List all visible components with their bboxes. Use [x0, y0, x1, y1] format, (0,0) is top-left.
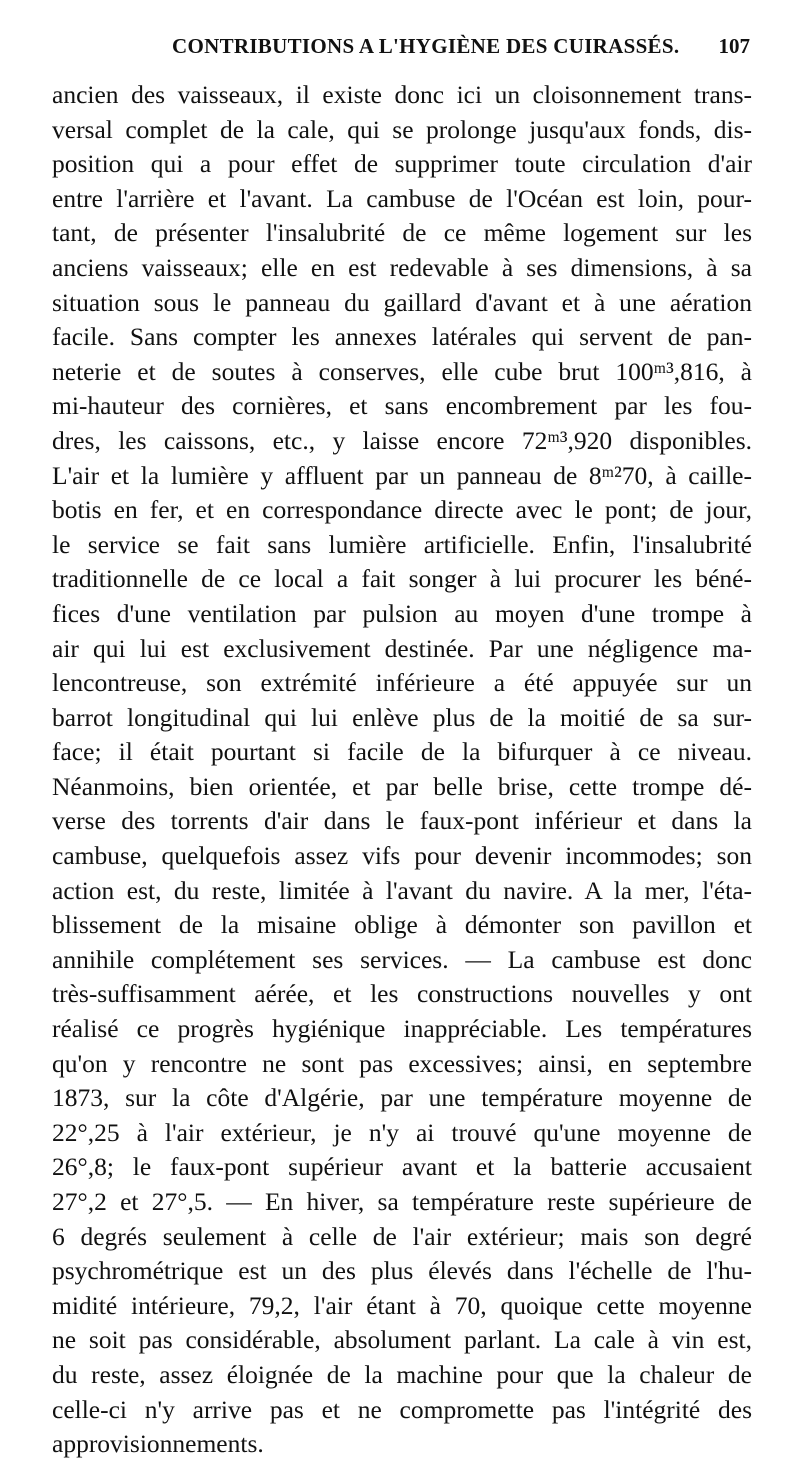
text-line: 26°,8; le faux-pont supérieur avant et la batterie accusaient — [52, 1152, 752, 1182]
text-line: mi-hauteur des cornières, et sans encombrement par les fou- — [52, 391, 752, 421]
text-line: situation sous le panneau du gaillard d'avant et à une aération — [52, 287, 752, 317]
text-line: qu'on y rencontre ne sont pas excessives; ainsi, en septembre — [52, 1048, 752, 1078]
text-line: très-suffisamment aérée, et les constructions nouvelles y ont — [52, 979, 752, 1009]
text-line: barrot longitudinal qui lui enlève plus de la moitié de sa sur- — [52, 702, 752, 732]
text-line: Néanmoins, bien orientée, et par belle brise, cette trompe dé- — [52, 771, 752, 801]
text-line: annihile complétement ses services. — La cambuse est donc — [52, 944, 752, 974]
text-line: ne soit pas considérable, absolument parlant. La cale à vin est, — [52, 1325, 752, 1355]
text-line: lencontreuse, son extrémité inférieure a été appuyée sur un — [52, 668, 752, 698]
running-title: CONTRIBUTIONS A L'HYGIÈNE DES CUIRASSÉS. — [172, 34, 680, 58]
text-line: ancien des vaisseaux, il existe donc ici un cloisonnement trans- — [52, 80, 752, 109]
text-line: anciens vaisseaux; elle en est redevable à ses dimensions, à sa — [52, 252, 752, 282]
text-line: neterie et de soutes à conserves, elle cube brut 100ᵐ³,816, à — [52, 356, 752, 386]
text-line: position qui a pour effet de supprimer toute circulation d'air — [52, 149, 752, 179]
text-line: traditionnelle de ce local a fait songer à lui procurer les béné- — [52, 564, 752, 594]
page-number: 107 — [718, 34, 750, 58]
text-line: entre l'arrière et l'avant. La cambuse de l'Océan est loin, pour- — [52, 183, 752, 213]
text-line: dres, les caissons, etc., y laisse encore 72ᵐ³,920 disponibles. — [52, 425, 752, 455]
text-line: air qui lui est exclusivement destinée. Par une négligence ma- — [52, 633, 752, 663]
text-line: action est, du reste, limitée à l'avant du navire. A la mer, l'éta- — [52, 875, 752, 905]
text-line: botis en fer, et en correspondance directe avec le pont; de jour, — [52, 495, 752, 525]
text-line: 1873, sur la côte d'Algérie, par une température moyenne de — [52, 1083, 752, 1113]
text-line: 27°,2 et 27°,5. — En hiver, sa température reste supérieure de — [52, 1187, 752, 1216]
text-line: cambuse, quelquefois assez vifs pour devenir incommodes; son — [52, 841, 752, 871]
text-line: 22°,25 à l'air extérieur, je n'y ai trouvé qu'une moyenne de — [52, 1117, 752, 1147]
text-line: réalisé ce progrès hygiénique inappréciable. Les températures — [52, 1014, 752, 1044]
text-line: verse des torrents d'air dans le faux-pont inférieur et dans la — [52, 806, 752, 836]
text-line: celle-ci n'y arrive pas et ne compromette pas l'intégrité des — [52, 1394, 752, 1424]
text-line: face; il était pourtant si facile de la bifurquer à ce niveau. — [52, 737, 752, 767]
text-line: tant, de présenter l'insalubrité de ce même logement sur les — [52, 218, 752, 248]
text-line: le service se fait sans lumière artificielle. Enfin, l'insalubrité — [52, 529, 752, 559]
text-line: psychrométrique est un des plus élevés dans l'échelle de l'hu- — [52, 1256, 752, 1286]
text-line: fices d'une ventilation par pulsion au moyen d'une trompe à — [52, 598, 752, 628]
page-header — [52, 34, 752, 68]
text-line: blissement de la misaine oblige à démonter son pavillon et — [52, 910, 752, 940]
text-line: midité intérieure, 79,2, l'air étant à 70, quoique cette moyenne — [52, 1290, 752, 1320]
text-line: approvisionnements. — [52, 1429, 264, 1459]
body-paragraph — [52, 78, 752, 1462]
text-line: facile. Sans compter les annexes latérales qui servent de pan- — [52, 322, 752, 352]
text-line: 6 degrés seulement à celle de l'air extérieur; mais son degré — [52, 1221, 752, 1251]
text-line: du reste, assez éloignée de la machine pour que la chaleur de — [52, 1359, 752, 1389]
text-line: versal complet de la cale, qui se prolonge jusqu'aux fonds, dis- — [52, 114, 752, 144]
text-line: L'air et la lumière y affluent par un panneau de 8ᵐ²70, à caille- — [52, 460, 752, 490]
